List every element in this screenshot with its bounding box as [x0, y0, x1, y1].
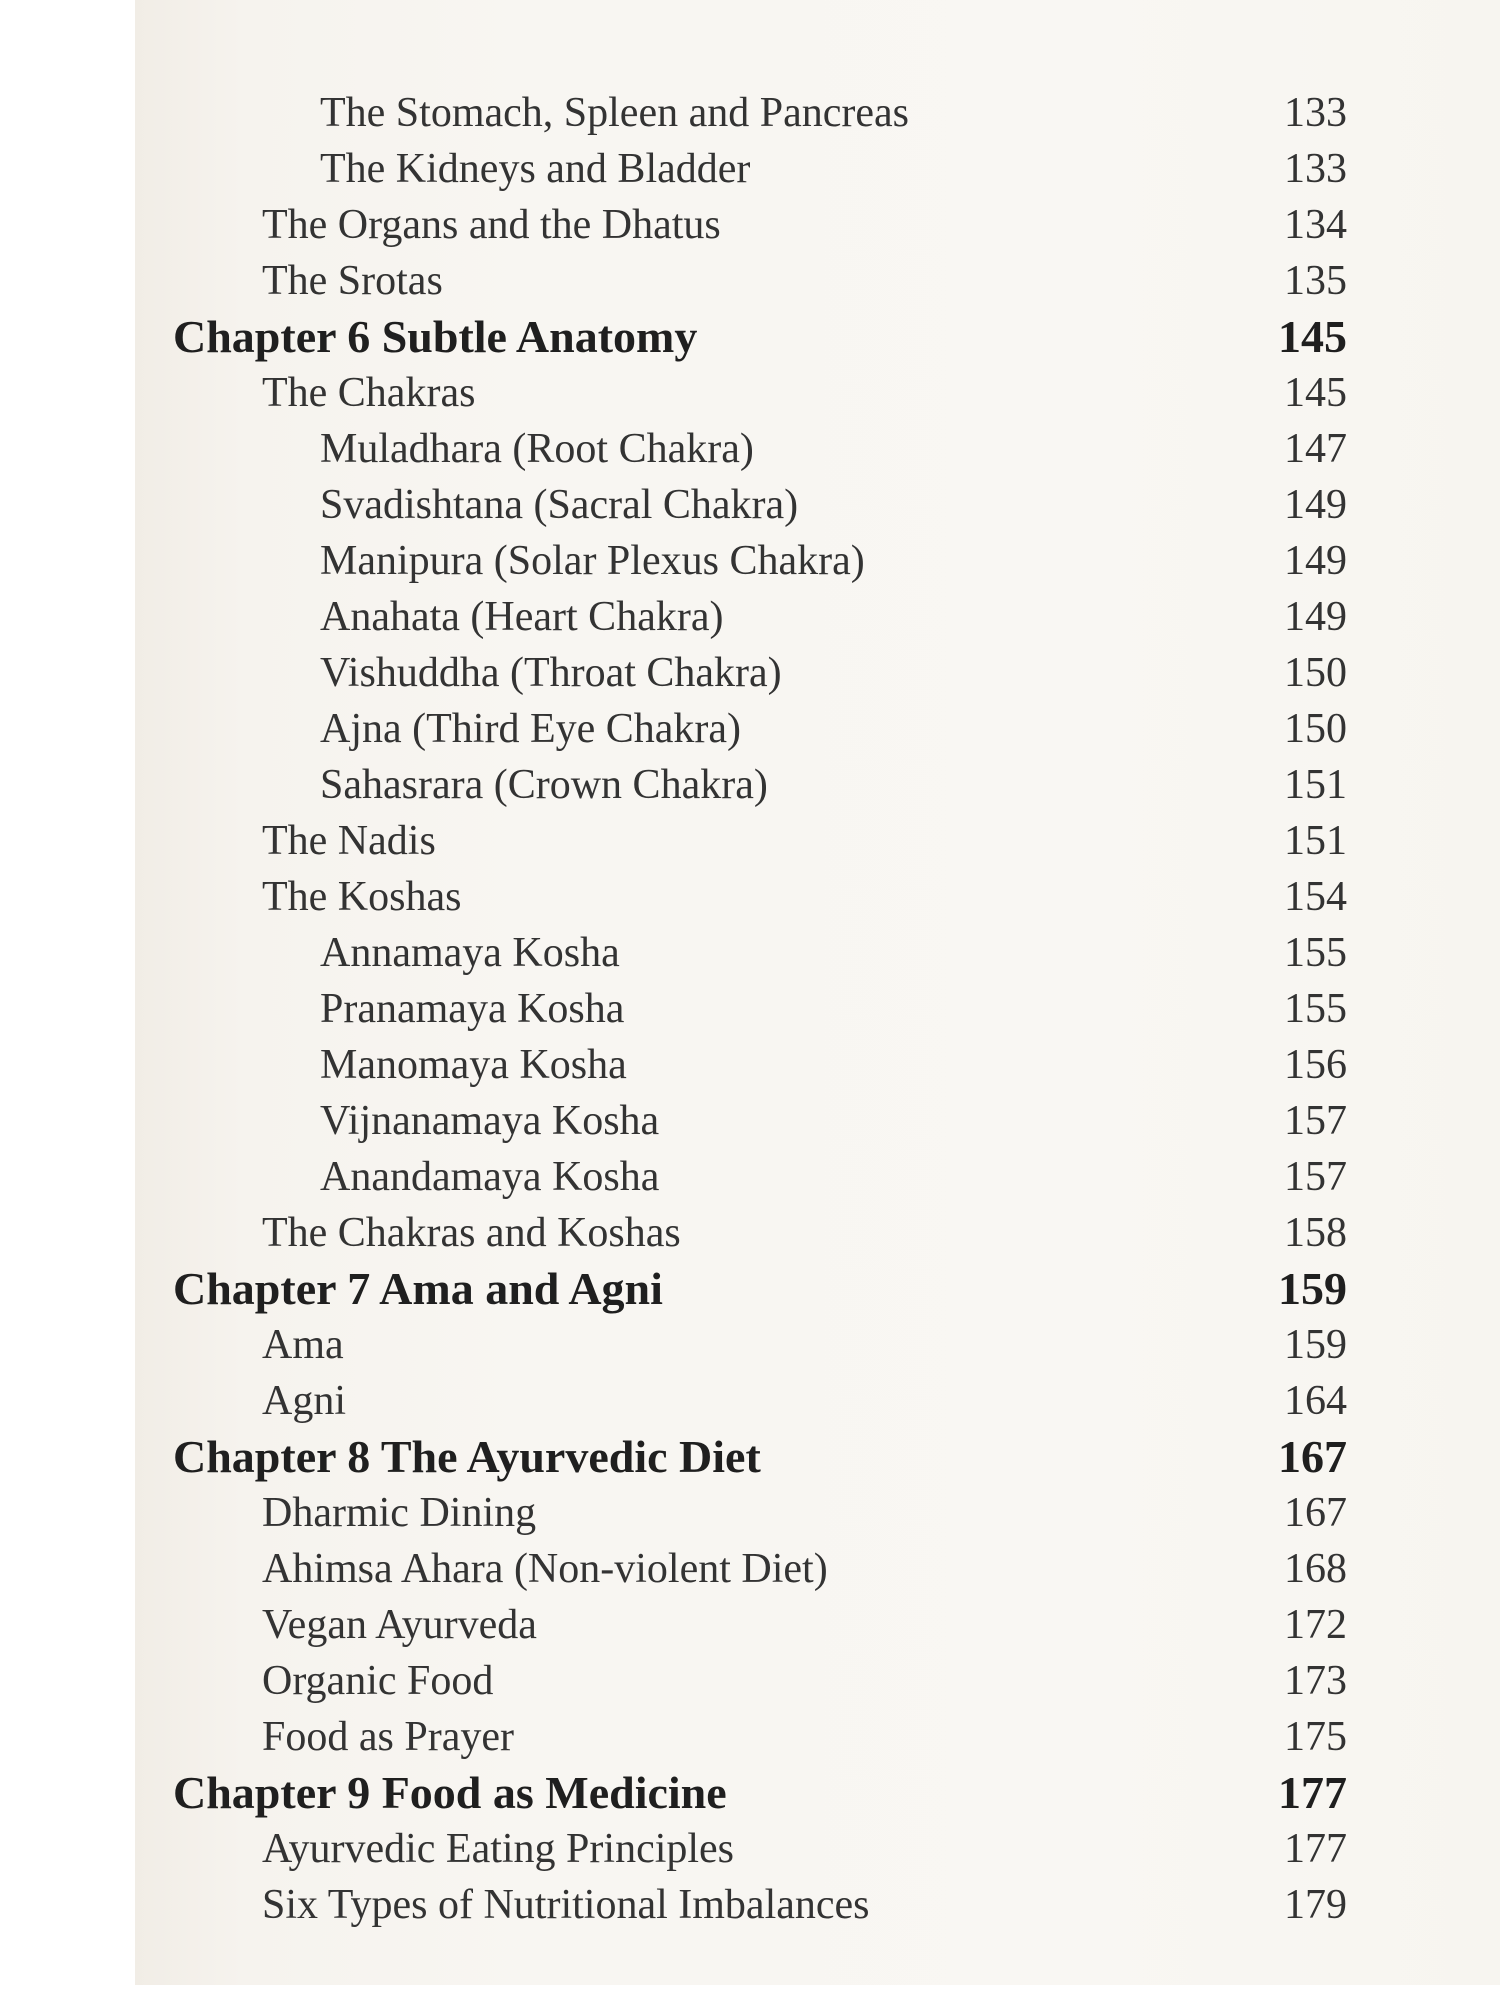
section-title: Ahimsa Ahara (Non-violent Diet) [262, 1546, 828, 1592]
page-number: 177 [1284, 1826, 1347, 1872]
section-title: Pranamaya Kosha [320, 986, 625, 1032]
section-title: The Kidneys and Bladder [320, 146, 751, 192]
section-title: Dharmic Dining [262, 1490, 537, 1536]
toc-entry [0, 757, 1500, 813]
section-title: Vijnanamaya Kosha [320, 1098, 660, 1144]
page-number: 150 [1284, 706, 1347, 752]
page-number: 164 [1284, 1378, 1347, 1424]
toc-entry [0, 1821, 1500, 1877]
toc-entry [0, 1877, 1500, 1933]
toc-entry [0, 1541, 1500, 1597]
toc-entry [0, 85, 1500, 141]
section-title: The Nadis [262, 818, 436, 864]
section-title: Muladhara (Root Chakra) [320, 426, 754, 472]
page-number: 155 [1284, 986, 1347, 1032]
page-number: 145 [1278, 311, 1347, 362]
toc-entry [0, 1373, 1500, 1429]
section-title: The Srotas [262, 258, 443, 304]
page-number: 173 [1284, 1658, 1347, 1704]
page-number: 167 [1278, 1431, 1347, 1482]
toc-entry [0, 589, 1500, 645]
toc-entry [0, 1205, 1500, 1261]
toc-entry [0, 981, 1500, 1037]
toc-entry [0, 365, 1500, 421]
chapter-title: Chapter 7 Ama and Agni [173, 1263, 663, 1314]
section-title: Sahasrara (Crown Chakra) [320, 762, 768, 808]
section-title: Vishuddha (Throat Chakra) [320, 650, 782, 696]
toc-entry [0, 1597, 1500, 1653]
toc-entry [0, 869, 1500, 925]
section-title: Anandamaya Kosha [320, 1154, 660, 1200]
toc-entry [0, 1709, 1500, 1765]
toc-chapter-entry [0, 1429, 1500, 1485]
page-number: 135 [1284, 258, 1347, 304]
section-title: Manomaya Kosha [320, 1042, 627, 1088]
section-title: Agni [262, 1378, 346, 1424]
page-number: 134 [1284, 202, 1347, 248]
section-title: Six Types of Nutritional Imbalances [262, 1882, 870, 1928]
page-number: 177 [1278, 1767, 1347, 1818]
page-number: 151 [1284, 762, 1347, 808]
section-title: The Organs and the Dhatus [262, 202, 721, 248]
section-title: Vegan Ayurveda [262, 1602, 537, 1648]
toc-entry [0, 1653, 1500, 1709]
page-number: 149 [1284, 482, 1347, 528]
toc-entry [0, 1037, 1500, 1093]
page-number: 150 [1284, 650, 1347, 696]
toc-chapter-entry [0, 1765, 1500, 1821]
page-number: 168 [1284, 1546, 1347, 1592]
page-number: 159 [1284, 1322, 1347, 1368]
section-title: Ama [262, 1322, 344, 1368]
page-number: 157 [1284, 1098, 1347, 1144]
toc-entry [0, 813, 1500, 869]
page-number: 156 [1284, 1042, 1347, 1088]
toc-entry [0, 1093, 1500, 1149]
toc-entry [0, 253, 1500, 309]
page-number: 133 [1284, 146, 1347, 192]
section-title: The Stomach, Spleen and Pancreas [320, 90, 909, 136]
section-title: The Koshas [262, 874, 462, 920]
section-title: The Chakras and Koshas [262, 1210, 681, 1256]
section-title: Svadishtana (Sacral Chakra) [320, 482, 799, 528]
toc-entry [0, 477, 1500, 533]
section-title: Food as Prayer [262, 1714, 514, 1760]
section-title: Ajna (Third Eye Chakra) [320, 706, 742, 752]
toc-entry [0, 197, 1500, 253]
chapter-title: Chapter 9 Food as Medicine [173, 1767, 727, 1818]
toc-entry [0, 645, 1500, 701]
page-number: 149 [1284, 594, 1347, 640]
page-number: 175 [1284, 1714, 1347, 1760]
chapter-title: Chapter 6 Subtle Anatomy [173, 311, 698, 362]
page-number: 159 [1278, 1263, 1347, 1314]
page-number: 155 [1284, 930, 1347, 976]
page-number: 158 [1284, 1210, 1347, 1256]
page-number: 151 [1284, 818, 1347, 864]
toc-entry [0, 533, 1500, 589]
section-title: Manipura (Solar Plexus Chakra) [320, 538, 865, 584]
page-number: 154 [1284, 874, 1347, 920]
toc-entry [0, 141, 1500, 197]
page-number: 157 [1284, 1154, 1347, 1200]
toc-entry [0, 1317, 1500, 1373]
page-number: 179 [1284, 1882, 1347, 1928]
toc-entry [0, 925, 1500, 981]
section-title: Ayurvedic Eating Principles [262, 1826, 735, 1872]
section-title: Anahata (Heart Chakra) [320, 594, 724, 640]
toc-entry [0, 1485, 1500, 1541]
section-title: The Chakras [262, 370, 476, 416]
chapter-title: Chapter 8 The Ayurvedic Diet [173, 1431, 761, 1482]
page-number: 172 [1284, 1602, 1347, 1648]
toc-entry [0, 421, 1500, 477]
toc-chapter-entry [0, 1261, 1500, 1317]
section-title: Organic Food [262, 1658, 494, 1704]
toc-entry [0, 1149, 1500, 1205]
page-number: 147 [1284, 426, 1347, 472]
toc-chapter-entry [0, 309, 1500, 365]
page-number: 149 [1284, 538, 1347, 584]
page-number: 167 [1284, 1490, 1347, 1536]
section-title: Annamaya Kosha [320, 930, 620, 976]
toc-entry [0, 701, 1500, 757]
page-number: 133 [1284, 90, 1347, 136]
page-number: 145 [1284, 370, 1347, 416]
